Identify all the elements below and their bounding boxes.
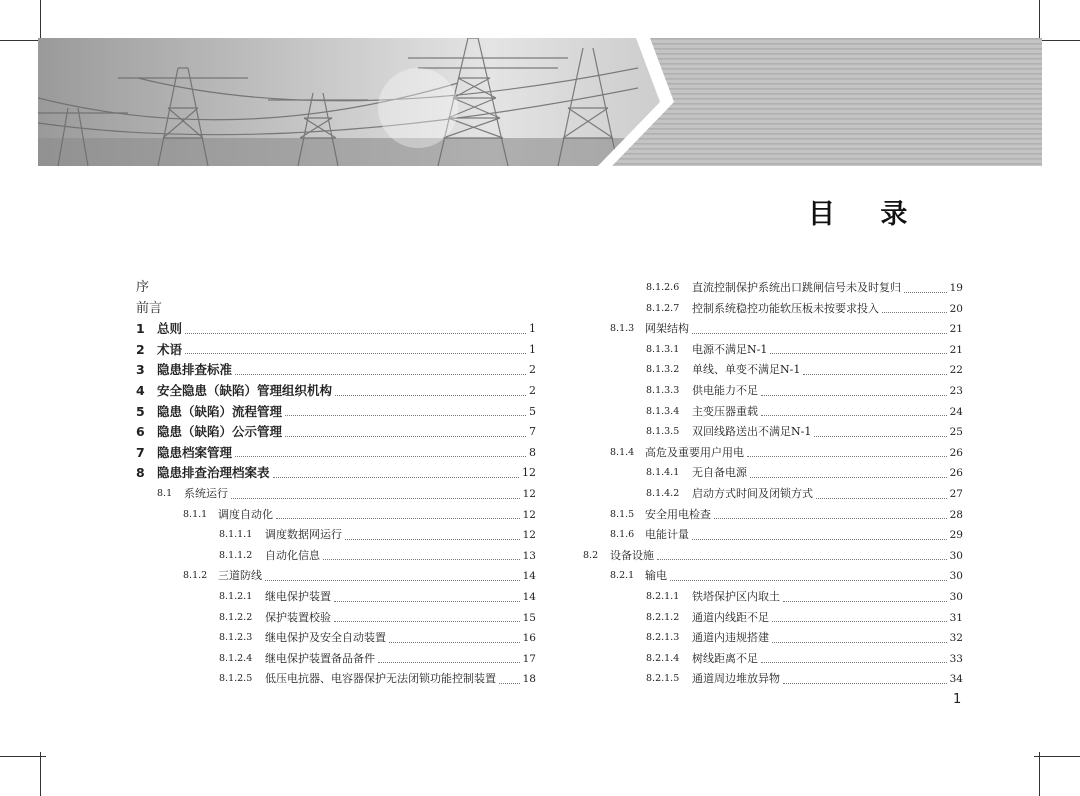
toc-entry-page: 15	[522, 611, 536, 624]
toc-leader-dots	[345, 539, 520, 540]
toc-leader-dots	[265, 580, 520, 581]
toc-entry-number: 1	[136, 321, 145, 337]
toc-entry-number: 8.1.4	[610, 446, 635, 458]
toc-entry-page: 27	[949, 487, 963, 500]
toc-entry-title: 隐患排查治理档案表	[157, 465, 270, 481]
toc-entry-title: 继电保护及安全自动装置	[265, 631, 386, 645]
toc-entry[interactable]	[136, 608, 536, 629]
toc-entry[interactable]	[583, 608, 963, 629]
toc-leader-dots	[761, 395, 947, 396]
toc-entry[interactable]	[136, 628, 536, 649]
toc-leader-dots	[750, 477, 947, 478]
toc-entry-number: 4	[136, 382, 145, 398]
toc-entry-title: 调度数据网运行	[265, 528, 342, 542]
toc-entry-number: 8.1.1.2	[219, 549, 253, 561]
toc-leader-dots	[323, 559, 520, 560]
toc-leader-dots	[882, 312, 947, 313]
toc-entry-number: 7	[136, 444, 145, 460]
toc-entry[interactable]	[136, 443, 536, 464]
toc-entry-number: 8.1.4.1	[646, 467, 680, 479]
toc-entry[interactable]	[583, 587, 963, 608]
toc-entry-title: 隐患（缺陷）公示管理	[157, 424, 283, 440]
toc-entry[interactable]	[136, 587, 536, 608]
toc-entry-page: 30	[949, 570, 963, 583]
toc-entry-page: 1	[529, 322, 536, 336]
toc-entry-title: 前言	[136, 300, 163, 316]
toc-entry-page: 30	[949, 590, 963, 603]
toc-entry[interactable]	[136, 484, 536, 505]
toc-entry-title: 隐患（缺陷）流程管理	[157, 403, 283, 419]
toc-entry-title: 双回线路送出不满足N-1	[692, 425, 812, 439]
toc-entry-number: 8.1.2.5	[219, 673, 253, 685]
toc-entry[interactable]	[583, 319, 963, 340]
toc-leader-dots	[499, 683, 520, 684]
toc-entry[interactable]	[583, 443, 963, 464]
toc-entry-title: 总则	[157, 321, 183, 337]
toc-entry-page: 32	[949, 632, 963, 645]
toc-entry[interactable]	[583, 628, 963, 649]
toc-entry-number: 8.1.2.7	[646, 302, 680, 314]
toc-entry-title: 调度自动化	[218, 507, 273, 521]
toc-entry-page: 2	[529, 383, 536, 397]
toc-entry-page: 14	[522, 590, 536, 603]
toc-entry-title: 无自备电源	[692, 466, 747, 480]
toc-leader-dots	[334, 601, 520, 602]
toc-entry-title: 安全用电检查	[645, 507, 711, 521]
toc-entry-number: 8.1.2.6	[646, 282, 680, 293]
toc-entry-number: 8	[136, 465, 145, 481]
toc-leader-dots	[285, 415, 526, 416]
toc-entry[interactable]	[583, 402, 963, 423]
toc-entry-page: 20	[949, 302, 963, 315]
toc-entry-page: 30	[949, 549, 963, 562]
toc-entry-number: 8.1.3.3	[646, 384, 680, 396]
toc-entry-title: 低压电抗器、电容器保护无法闭锁功能控制装置	[265, 672, 496, 686]
toc-column-left	[136, 278, 536, 690]
toc-entry[interactable]	[136, 525, 536, 546]
toc-entry-page: 8	[529, 445, 536, 459]
toc-entry[interactable]	[583, 463, 963, 484]
toc-leader-dots	[904, 292, 947, 293]
toc-entry-page: 19	[949, 282, 963, 294]
toc-entry-page: 16	[522, 632, 536, 645]
toc-entry-page: 33	[949, 652, 963, 665]
toc-entry-page: 29	[949, 529, 963, 542]
toc-entry-title: 三道防线	[218, 569, 262, 583]
toc-entry-title: 主变压器重载	[692, 404, 758, 418]
toc-entry-title: 通道内线距不足	[692, 610, 769, 624]
toc-entry-page: 12	[522, 529, 536, 542]
toc-entry-title: 系统运行	[184, 486, 228, 500]
toc-leader-dots	[803, 374, 946, 375]
toc-entry[interactable]	[136, 546, 536, 567]
page-title: 目 录	[808, 199, 926, 230]
toc-leader-dots	[657, 559, 947, 560]
toc-entry-title: 电能计量	[645, 528, 689, 542]
toc-entry-title: 安全隐患（缺陷）管理组织机构	[157, 382, 333, 398]
toc-entry-page: 25	[949, 426, 963, 439]
toc-leader-dots	[185, 333, 526, 334]
toc-entry-title: 序	[136, 280, 150, 295]
toc-entry[interactable]	[583, 484, 963, 505]
toc-entry-title: 启动方式时间及闭锁方式	[692, 486, 813, 500]
toc-entry[interactable]	[136, 278, 536, 299]
toc-entry-title: 自动化信息	[265, 548, 320, 562]
toc-entry-page: 31	[949, 611, 963, 624]
toc-entry[interactable]	[583, 278, 963, 299]
toc-leader-dots	[714, 518, 947, 519]
toc-leader-dots	[378, 662, 520, 663]
toc-entry[interactable]	[583, 299, 963, 320]
toc-entry-title: 继电保护装置	[265, 589, 331, 603]
toc-leader-dots	[273, 477, 519, 478]
toc-entry[interactable]	[583, 360, 963, 381]
toc-entry-title: 铁塔保护区内取土	[692, 589, 780, 603]
toc-leader-dots	[692, 539, 947, 540]
toc-entry-title: 直流控制保护系统出口跳闸信号未及时复归	[692, 281, 901, 294]
toc-entry-number: 8.1.1	[183, 508, 208, 520]
toc-leader-dots	[761, 415, 947, 416]
toc-leader-dots	[772, 642, 947, 643]
toc-column-right	[583, 278, 963, 690]
toc-entry-title: 供电能力不足	[692, 383, 758, 397]
toc-entry-number: 2	[136, 341, 145, 357]
toc-leader-dots	[334, 621, 520, 622]
toc-leader-dots	[235, 456, 526, 457]
toc-entry-number: 8.2.1.4	[646, 652, 680, 664]
toc-entry-number: 8.1.3.1	[646, 343, 680, 355]
toc-entry-number: 5	[136, 403, 145, 419]
toc-entry-number: 8.1.2.4	[219, 652, 253, 664]
crop-mark-bottom-left-h	[0, 756, 46, 757]
toc-entry[interactable]	[583, 525, 963, 546]
toc-entry[interactable]	[583, 505, 963, 526]
toc-entry-title: 设备设施	[610, 548, 654, 562]
toc-entry-title: 单线、单变不满足N-1	[692, 363, 801, 377]
toc-entry-page: 1	[529, 342, 536, 356]
toc-entry[interactable]	[136, 669, 536, 690]
toc-leader-dots	[770, 353, 946, 354]
toc-entry[interactable]	[136, 402, 536, 423]
crop-mark-bottom-right-h	[1034, 756, 1080, 757]
toc-entry-number: 8.1.4.2	[646, 487, 680, 499]
toc-entry[interactable]	[136, 360, 536, 381]
toc-leader-dots	[783, 683, 947, 684]
toc-entry-title: 输电	[645, 569, 667, 583]
toc-entry[interactable]	[583, 546, 963, 567]
toc-entry[interactable]	[583, 381, 963, 402]
toc-entry-title: 电源不满足N-1	[692, 342, 768, 356]
toc-entry-number: 8.1	[157, 487, 173, 499]
toc-leader-dots	[783, 601, 947, 602]
toc-entry[interactable]	[136, 299, 536, 320]
toc-entry-page: 17	[522, 652, 536, 665]
toc-entry-page: 18	[522, 673, 536, 686]
toc-entry[interactable]	[136, 381, 536, 402]
toc-entry[interactable]	[136, 422, 536, 443]
toc-entry-page: 12	[522, 466, 536, 480]
toc-leader-dots	[814, 436, 946, 437]
toc-entry[interactable]	[136, 649, 536, 670]
toc-entry-number: 8.2.1.2	[646, 611, 680, 623]
toc-entry[interactable]	[136, 340, 536, 361]
toc-entry-page: 7	[529, 425, 536, 439]
toc-entry[interactable]	[136, 319, 536, 340]
toc-entry-page: 12	[522, 487, 536, 500]
toc-entry-page: 34	[949, 673, 963, 686]
toc-entry-number: 8.1.1.1	[219, 529, 253, 541]
toc-entry-number: 8.2	[583, 549, 599, 561]
toc-entry[interactable]	[583, 566, 963, 587]
toc-entry-number: 3	[136, 362, 145, 378]
toc-entry-page: 12	[522, 508, 536, 521]
toc-leader-dots	[772, 621, 947, 622]
toc-entry-number: 8.2.1	[610, 570, 635, 582]
toc-leader-dots	[389, 642, 520, 643]
toc-entry-title: 通道内违规搭建	[692, 631, 769, 645]
toc-entry-page: 24	[949, 405, 963, 418]
toc-entry-title: 术语	[157, 341, 183, 357]
toc-entry-title: 保护装置校验	[265, 610, 331, 624]
toc-entry[interactable]	[583, 669, 963, 690]
toc-entry[interactable]	[583, 422, 963, 443]
toc-entry-number: 8.1.3.4	[646, 405, 680, 417]
toc-entry[interactable]	[136, 505, 536, 526]
toc-entry-number: 8.2.1.3	[646, 632, 680, 644]
toc-entry[interactable]	[583, 340, 963, 361]
toc-entry-title: 隐患排查标准	[157, 362, 233, 378]
toc-leader-dots	[692, 333, 947, 334]
header-banner-image	[38, 38, 1042, 166]
toc-entry-title: 树线距离不足	[692, 651, 758, 665]
toc-entry-title: 网架结构	[645, 322, 689, 336]
toc-entry-number: 8.1.6	[610, 529, 635, 541]
toc-entry-number: 6	[136, 424, 145, 440]
toc-entry-number: 8.1.2.2	[219, 611, 253, 623]
toc-entry-page: 23	[949, 384, 963, 397]
toc-entry-page: 2	[529, 363, 536, 377]
toc-leader-dots	[747, 456, 947, 457]
toc-entry-page: 5	[529, 404, 536, 418]
toc-leader-dots	[761, 662, 947, 663]
toc-entry-title: 控制系统稳控功能软压板未按要求投入	[692, 301, 879, 315]
toc-entry-number: 8.1.2.1	[219, 590, 253, 602]
toc-entry-page: 28	[949, 508, 963, 521]
toc-entry-number: 8.1.5	[610, 508, 635, 520]
toc-entry-page: 14	[522, 570, 536, 583]
toc-entry-number: 8.1.3	[610, 323, 635, 335]
toc-entry-page: 13	[522, 549, 536, 562]
toc-leader-dots	[231, 498, 520, 499]
toc-entry-title: 通道周边堆放异物	[692, 672, 780, 686]
toc-entry[interactable]	[136, 566, 536, 587]
toc-entry-number: 8.1.3.2	[646, 364, 680, 376]
toc-leader-dots	[185, 353, 526, 354]
toc-entry-number: 8.1.2.3	[219, 632, 253, 644]
toc-entry-number: 8.1.3.5	[646, 426, 680, 438]
crop-mark-bottom-left-v	[40, 752, 41, 796]
page-number: 1	[953, 692, 962, 707]
toc-entry-title: 隐患档案管理	[157, 444, 233, 460]
toc-entry-title: 高危及重要用户用电	[645, 445, 744, 459]
toc-leader-dots	[816, 498, 947, 499]
crop-mark-bottom-right-v	[1039, 752, 1040, 796]
toc-entry-page: 21	[949, 343, 963, 356]
toc-leader-dots	[335, 395, 526, 396]
toc-leader-dots	[235, 374, 526, 375]
toc-entry-title: 继电保护装置备品备件	[265, 651, 375, 665]
toc-leader-dots	[276, 518, 520, 519]
toc-entry[interactable]	[136, 463, 536, 484]
toc-entry-number: 8.2.1.5	[646, 673, 680, 685]
toc-entry-number: 8.2.1.1	[646, 590, 680, 602]
toc-entry-page: 26	[949, 446, 963, 459]
toc-entry-number: 8.1.2	[183, 570, 208, 582]
toc-leader-dots	[670, 580, 947, 581]
toc-entry[interactable]	[583, 649, 963, 670]
toc-entry-page: 21	[949, 323, 963, 336]
toc-entry-page: 22	[949, 364, 963, 377]
toc-entry-page: 26	[949, 467, 963, 480]
toc-leader-dots	[285, 436, 526, 437]
